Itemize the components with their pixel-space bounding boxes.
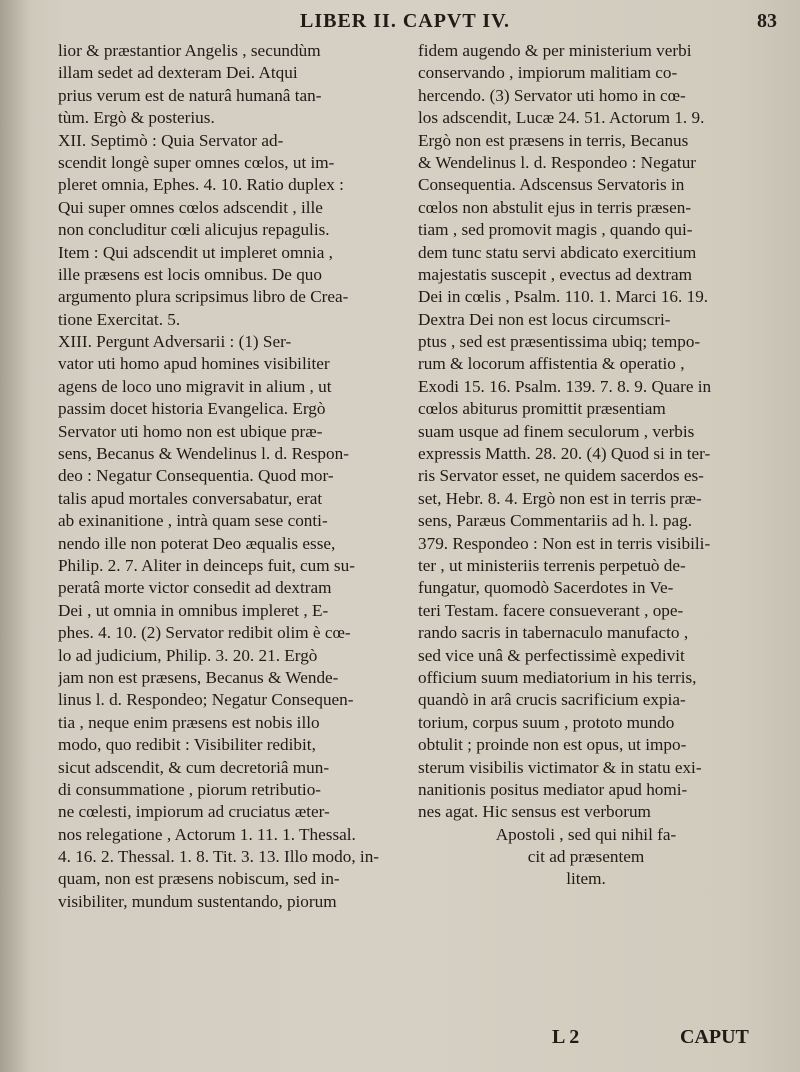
- text-line: 4. 16. 2. Thessal. 1. 8. Tit. 3. 13. Illo modo, in-: [58, 847, 380, 867]
- text-line: XII. Septimò : Quia Servator ad-: [58, 130, 284, 150]
- text-line: cœlos abiturus promittit præsentiam: [418, 399, 666, 419]
- text-line: illam sedet ad dexteram Dei. Atqui: [58, 63, 298, 83]
- text-line: Dei , ut omnia in omnibus impleret , E-: [58, 600, 329, 620]
- text-line: fidem augendo & per ministerium verbi: [418, 41, 692, 60]
- text-line: tùm. Ergò & posterius.: [58, 108, 215, 128]
- text-line: ris Servator esset, ne quidem sacerdos es-: [418, 466, 704, 486]
- text-line: passim docet historia Evangelica. Ergò: [58, 399, 326, 419]
- text-line: quam, non est præsens nobiscum, sed in-: [58, 869, 340, 889]
- text-line: hercendo. (3) Servator uti homo in cœ-: [418, 85, 686, 105]
- left-text-column: [58, 40, 394, 913]
- text-line: conservando , impiorum malitiam co-: [418, 63, 678, 83]
- text-line: visibiliter, mundum sustentando, piorum: [58, 891, 337, 911]
- text-line: tia , neque enim præsens est nobis illo: [58, 712, 320, 732]
- text-line: nanitionis positus mediator apud homi-: [418, 779, 688, 799]
- text-line: expressis Matth. 28. 20. (4) Quod si in ter-: [418, 444, 711, 464]
- text-line: non concluditur cœli alicujus repagulis.: [58, 220, 330, 240]
- text-line: ne cœlesti, impiorum ad cruciatus æter-: [58, 802, 330, 822]
- text-line: cœlos non abstulit ejus in terris præsen-: [418, 197, 692, 217]
- text-line: Item : Qui adscendit ut impleret omnia ,: [58, 242, 333, 262]
- text-line: nes agat. Hic sensus est verborum: [418, 802, 651, 822]
- text-line: scendit longè super omnes cœlos, ut im-: [58, 152, 335, 172]
- text-line: peratâ morte victor consedit ad dextram: [58, 578, 332, 598]
- page-number: 83: [757, 10, 777, 32]
- text-line: tiam , sed promovit magis , quando qui-: [418, 220, 693, 240]
- text-line: ptus , sed est præsentissima ubiq; tempo-: [418, 332, 701, 352]
- text-line: di consummatione , piorum retributio-: [58, 779, 322, 799]
- text-line: teri Testam. facere consueverant , ope-: [418, 600, 684, 620]
- text-line: Ergò non est præsens in terris, Becanus: [418, 130, 689, 150]
- gutter-shadow: [0, 0, 30, 1072]
- text-line: phes. 4. 10. (2) Servator redibit olim è cœ-: [58, 623, 351, 643]
- text-line: Exodi 15. 16. Psalm. 139. 7. 8. 9. Quare in: [418, 376, 712, 396]
- text-line: talis apud mortales conversabatur, erat: [58, 488, 323, 508]
- text-line: tione Exercitat. 5.: [58, 309, 181, 329]
- text-line: officium suum mediatorium in his terris,: [418, 667, 697, 687]
- running-head: LIBER II. CAPVT IV.: [300, 10, 510, 32]
- text-line: sens, Becanus & Wendelinus l. d. Respon-: [58, 444, 349, 464]
- text-line: & Wendelinus l. d. Respondeo : Negatur: [418, 152, 697, 172]
- text-line: torium, corpus suum , prototo mundo: [418, 712, 675, 732]
- text-line: set, Hebr. 8. 4. Ergò non est in terris præ-: [418, 488, 702, 508]
- text-line: Apostoli , sed qui nihil fa-: [495, 824, 677, 844]
- text-line: sicut adscendit, & cum decretoriâ mun-: [58, 757, 330, 777]
- text-line: litem.: [566, 869, 606, 889]
- text-line: fungatur, quomodò Sacerdotes in Ve-: [418, 578, 674, 598]
- text-line: sed vice unâ & perfectissimè expedivit: [418, 645, 685, 665]
- page-footer: [0, 1026, 800, 1056]
- text-line: Dei in cœlis , Psalm. 110. 1. Marci 16. 19.: [418, 287, 709, 307]
- text-line: rando sacris in tabernaculo manufacto ,: [418, 623, 689, 643]
- text-line: XIII. Pergunt Adversarii : (1) Ser-: [58, 332, 292, 352]
- text-line: Servator uti homo non est ubique præ-: [58, 421, 323, 441]
- signature-mark: L 2: [552, 1026, 580, 1048]
- text-line: ter , ut ministeriis terrenis perpetuò de-: [418, 555, 686, 575]
- text-line: obtulit ; proinde non est opus, ut impo-: [418, 735, 687, 755]
- text-line: Philip. 2. 7. Aliter in deinceps fuit, cum su-: [58, 555, 355, 575]
- text-line: Consequentia. Adscensus Servatoris in: [418, 175, 685, 195]
- text-line: Qui super omnes cœlos adscendit , ille: [58, 197, 323, 217]
- text-line: dem tunc statu servi abdicato exercitium: [418, 242, 697, 262]
- text-line: ille præsens est locis omnibus. De quo: [58, 264, 322, 284]
- text-line: jam non est præsens, Becanus & Wende-: [58, 667, 339, 687]
- text-line: ab exinanitione , intrà quam sese conti-: [58, 511, 328, 531]
- text-line: sens, Paræus Commentariis ad h. l. pag.: [418, 511, 693, 531]
- text-line: lior & præstantior Angelis , secundùm: [58, 41, 321, 60]
- text-line: suam usque ad finem seculorum , verbis: [418, 421, 695, 441]
- text-line: lo ad judicium, Philip. 3. 20. 21. Ergò: [58, 645, 318, 665]
- text-line: sterum visibilis victimator & in statu exi-: [418, 757, 702, 777]
- text-line: argumento plura scripsimus libro de Crea-: [58, 287, 349, 307]
- catchword: CAPUT: [680, 1026, 749, 1048]
- text-line: pleret omnia, Ephes. 4. 10. Ratio duplex :: [58, 175, 344, 195]
- text-line: nendo ille non poterat Deo æqualis esse,: [58, 533, 336, 553]
- text-line: agens de loco uno migravit in alium , ut: [58, 376, 332, 396]
- text-line: vator uti homo apud homines visibiliter: [58, 354, 330, 374]
- page-header: [0, 6, 800, 38]
- text-line: prius verum est de naturâ humanâ tan-: [58, 85, 322, 105]
- text-line: majestatis suscepit , evectus ad dextram: [418, 264, 692, 284]
- text-line: linus l. d. Respondeo; Negatur Consequen-: [58, 690, 354, 710]
- text-line: rum & locorum affistentia & operatio ,: [418, 354, 685, 374]
- right-text-column: [418, 40, 754, 891]
- text-line: los adscendit, Lucæ 24. 51. Actorum 1. 9.: [418, 108, 705, 128]
- text-line: nos relegatione , Actorum 1. 11. 1. Thessal.: [58, 824, 356, 844]
- text-line: 379. Respondeo : Non est in terris visibili-: [418, 533, 711, 553]
- text-line: cit ad præsentem: [527, 847, 645, 867]
- text-line: modo, quo redibit : Visibiliter redibit,: [58, 735, 316, 755]
- text-line: Dextra Dei non est locus circumscri-: [418, 309, 671, 329]
- text-line: deo : Negatur Consequentia. Quod mor-: [58, 466, 334, 486]
- text-line: quandò in arâ crucis sacrificium expia-: [418, 690, 686, 710]
